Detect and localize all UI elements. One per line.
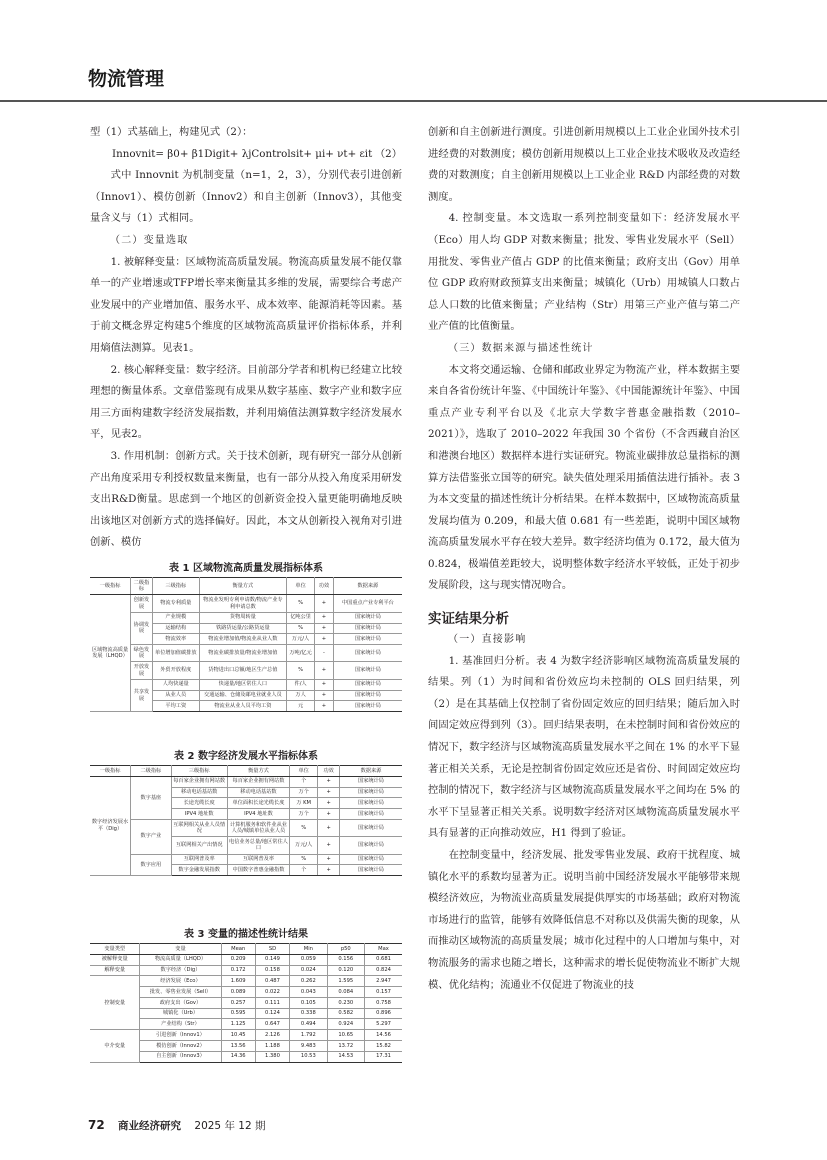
- column-header: SD: [255, 944, 289, 955]
- table-cell: 0.043: [290, 987, 327, 998]
- table-header-row: [90, 578, 402, 595]
- table-cell: 引进创新（Innov1）: [140, 1030, 221, 1041]
- table-cell: 个: [290, 865, 318, 876]
- column-header: 二级指标: [131, 578, 153, 595]
- table-2: [90, 749, 402, 876]
- table-cell: 9.483: [290, 1041, 327, 1052]
- table-cell: +: [318, 819, 340, 836]
- table-row: [90, 612, 402, 623]
- table-cell: 物流效率: [152, 634, 199, 645]
- section-heading: 实证结果分析: [428, 611, 509, 628]
- table-cell: 自主创新（Innov3）: [140, 1051, 221, 1062]
- table-cell: 个: [290, 776, 318, 787]
- table-cell: 单位增加值碳排放: [152, 645, 199, 662]
- table-cell: 亿吨公里: [287, 612, 315, 623]
- table-cell: 1.188: [255, 1041, 289, 1052]
- table-cell: +: [315, 701, 334, 712]
- table-cell: %: [287, 595, 315, 612]
- table-cell: +: [315, 679, 334, 690]
- table-caption: 表 2 数字经济发展水平指标体系: [174, 751, 318, 762]
- column-header: p50: [327, 944, 364, 955]
- table-cell: 运输结构: [152, 623, 199, 634]
- page-number: 72: [88, 1118, 105, 1132]
- table-cell: 从业人员: [152, 690, 199, 701]
- first-level-indicator: 区域物流高质量发展（LHQD）: [90, 595, 131, 712]
- table-cell: 互联网相关产出情况: [171, 837, 227, 854]
- table-cell: 国家统计局: [340, 809, 402, 820]
- table-cell: 0.124: [255, 1008, 289, 1019]
- group-cell: 被解释变量: [90, 954, 140, 965]
- table-cell: 中国数字普惠金融指数: [227, 865, 289, 876]
- issue-label: 2025 年 12 期: [194, 1120, 266, 1132]
- paragraph: 1. 被解释变量：区域物流高质量发展。物流高质量发展不能仅靠单一的产业增速或TFP增长率来衡量其多维的发展，需要综合考虑产业发展中的产业增加值、服务水平、成本效率、能源消耗等因素。基于前文概念界定构建5个维度的区域物流高质量评价指标体系，并利用熵值法测算。见表1。: [90, 255, 402, 354]
- column-header: Max: [365, 944, 402, 955]
- column-header: 二级指标: [131, 766, 172, 777]
- table-cell: 13.56: [221, 1041, 255, 1052]
- table-cell: 国家统计局: [333, 612, 402, 623]
- table-cell: 物流高质量（LHQD）: [140, 954, 221, 965]
- column-header: Mean: [221, 944, 255, 955]
- group-cell: 协调发展: [131, 612, 153, 644]
- table-cell: 万元/人: [287, 634, 315, 645]
- table-cell: 万元/人: [290, 837, 318, 854]
- table-cell: 国家统计局: [333, 645, 402, 662]
- paragraph: 3. 作用机制：创新方式。关于技术创新，现有研究一部分从创新产出角度采用专利授权数量来衡量，也有一部分从投入角度采用研发支出R&D衡量。思虑到一个地区的创新资金投入量更能明确地反映出该地区对创新方式的选择偏好。因此，本文从创新投入视角对引进创新、模仿: [90, 449, 402, 549]
- group-cell: 创新发展: [131, 595, 153, 612]
- table-cell: 电信业务总量/地区常住人口: [227, 837, 289, 854]
- column-header: 三级指标: [152, 578, 199, 595]
- table-1-grid: [90, 577, 402, 712]
- table-cell: 0.059: [290, 954, 327, 965]
- table-cell: 0.024: [290, 965, 327, 976]
- table-cell: 0.487: [255, 976, 289, 987]
- column-header: 一级指标: [90, 578, 131, 595]
- table-cell: 15.82: [365, 1041, 402, 1052]
- table-cell: 产业结构（Str）: [140, 1019, 221, 1030]
- table-cell: 批发、零售业发展（Sell）: [140, 987, 221, 998]
- table-cell: 万 KM: [290, 798, 318, 809]
- subsection-heading: （二）变量选取: [110, 234, 189, 246]
- table-row: [90, 595, 402, 612]
- table-row: [90, 954, 402, 965]
- table-3-grid: [90, 943, 402, 1063]
- table-cell: %: [287, 623, 315, 634]
- table-cell: +: [318, 798, 340, 809]
- table-cell: 国家统计局: [333, 634, 402, 645]
- table-cell: 0.156: [327, 954, 364, 965]
- table-cell: 国家统计局: [340, 787, 402, 798]
- group-cell: 开放发展: [131, 662, 153, 679]
- table-cell: 10.45: [221, 1030, 255, 1041]
- table-cell: +: [318, 854, 340, 865]
- table-cell: +: [318, 865, 340, 876]
- table-cell: 万个: [290, 787, 318, 798]
- paragraph: 创新和自主创新进行测度。引进创新用规模以上工业企业国外技术引进经费的对数测度；模仿创新用规模以上工业企业技术吸收及改造经费的对数测度；自主创新用规模以上工业企业 R&D 内部经费的对数测度。: [428, 126, 740, 203]
- table-cell: 中国重点产业专利平台: [333, 595, 402, 612]
- table-cell: 每百家企业拥有网站数: [227, 776, 289, 787]
- table-row: [90, 965, 402, 976]
- table-cell: 0.158: [255, 965, 289, 976]
- table-cell: +: [318, 837, 340, 854]
- table-cell: 14.36: [221, 1051, 255, 1062]
- left-column: [90, 122, 402, 554]
- table-cell: 0.105: [290, 997, 327, 1008]
- table-cell: 0.084: [327, 987, 364, 998]
- table-cell: 互联网相关从业人员情况: [171, 819, 227, 836]
- table-cell: 国家统计局: [340, 854, 402, 865]
- table-cell: 移动电话基站数: [171, 787, 227, 798]
- table-cell: 计算机服务和软件业从业人员/城镇单位从业人员: [227, 819, 289, 836]
- table-cell: %: [290, 854, 318, 865]
- table-cell: 物流业碳排放量/物流业增加值: [199, 645, 286, 662]
- first-level-indicator: 数字经济发展水平（Dig）: [90, 776, 131, 875]
- table-cell: 每百家企业拥有网站数: [171, 776, 227, 787]
- table-cell: 件/人: [287, 679, 315, 690]
- table-caption: 表 3 变量的描述性统计结果: [184, 929, 308, 940]
- column-header: Min: [290, 944, 327, 955]
- table-cell: 0.924: [327, 1019, 364, 1030]
- table-cell: 国家统计局: [340, 819, 402, 836]
- table-cell: 产业规模: [152, 612, 199, 623]
- table-cell: 互联网普及率: [227, 854, 289, 865]
- table-cell: +: [315, 662, 334, 679]
- group-cell: 数字基座: [131, 776, 172, 819]
- equation-2: [90, 144, 402, 166]
- right-column: [428, 122, 740, 996]
- column-header: 衡量方式: [199, 578, 286, 595]
- table-cell: 0.149: [255, 954, 289, 965]
- table-cell: 移动电话基站数: [227, 787, 289, 798]
- table-cell: -: [315, 645, 334, 662]
- column-header: 功效: [315, 578, 334, 595]
- table-cell: IPV4 地址数: [227, 809, 289, 820]
- table-cell: 2.126: [255, 1030, 289, 1041]
- table-cell: 国家统计局: [333, 623, 402, 634]
- table-cell: 13.72: [327, 1041, 364, 1052]
- table-cell: +: [315, 634, 334, 645]
- column-header: 变量: [140, 944, 221, 955]
- table-cell: 0.022: [255, 987, 289, 998]
- table-cell: 国家统计局: [340, 798, 402, 809]
- table-cell: 长途光缆长度: [171, 798, 227, 809]
- table-caption: 表 1 区域物流高质量发展指标体系: [169, 563, 323, 574]
- table-cell: 14.53: [327, 1051, 364, 1062]
- table-row: [90, 662, 402, 679]
- subsection-heading: （一）直接影响: [448, 634, 527, 646]
- paragraph: 式中 Innovnit 为机制变量（n=1，2，3），分别代表引进创新（Innov1）、模仿创新（Innov2）和自主创新（Innov3），其他变量含义与（1）式相同。: [90, 169, 402, 225]
- table-cell: +: [315, 690, 334, 701]
- paragraph: 2. 核心解释变量：数字经济。目前部分学者和机构已经建立比较理想的衡量体系。文章借鉴现有成果从数字基座、数字产业和数字应用三方面构建数字经济发展指数，并利用熵值法测算数字经济发展水平，见表2。: [90, 363, 402, 441]
- table-cell: 1.380: [255, 1051, 289, 1062]
- paragraph: 1. 基准回归分析。表 4 为数字经济影响区域物流高质量发展的结果。列（1）为时间和省份效应均未控制的 OLS 回归结果，列（2）是在其基础上仅控制了省份固定效应的回归结果；随后加入时间固定效应得到列（3）。回归结果表明，在未控制时间和省份效应的情况下，数字经济与区域物流高质量发展水平之间在 1% 的水平下显著正相关关系，无论是控制省份固定效应还是省份、时间固定效应均控制的情况下，数字经济与区域物流高质量发展水平之间均在 5% 的水平下呈显著正相关关系。说明数字经济对区域物流高质量发展水平具有显著的正向推动效应，H1 得到了验证。: [428, 654, 740, 840]
- group-cell: 解释变量: [90, 965, 140, 976]
- table-cell: 0.494: [290, 1019, 327, 1030]
- table-cell: 单位面积长途光缆长度: [227, 798, 289, 809]
- table-cell: +: [318, 776, 340, 787]
- table-2-grid: [90, 765, 402, 876]
- table-cell: 货物进出口总额/地区生产总值: [199, 662, 286, 679]
- table-cell: 14.56: [365, 1030, 402, 1041]
- table-cell: 外贸开放程度: [152, 662, 199, 679]
- table-cell: 1.609: [221, 976, 255, 987]
- table-3: [90, 927, 402, 1063]
- table-cell: 数字经济（Dig）: [140, 965, 221, 976]
- table-cell: 5.297: [365, 1019, 402, 1030]
- table-cell: 元: [287, 701, 315, 712]
- group-cell: 中介变量: [90, 1030, 140, 1062]
- table-cell: IPV4 地址数: [171, 809, 227, 820]
- column-header: 数据来源: [333, 578, 402, 595]
- table-cell: %: [287, 662, 315, 679]
- table-cell: 0.120: [327, 965, 364, 976]
- column-header: 变量类型: [90, 944, 140, 955]
- column-header: 单位: [287, 578, 315, 595]
- equation-body: Innovnit= β0+ β1Digit+ λjControlsit+ μi+ νt+ εit: [112, 147, 373, 160]
- journal-section-header: 物流管理: [88, 68, 165, 90]
- table-header-row: [90, 766, 402, 777]
- equation-number: （2）: [374, 147, 402, 160]
- table-cell: 0.172: [221, 965, 255, 976]
- table-row: [90, 819, 402, 836]
- table-cell: 0.824: [365, 965, 402, 976]
- table-cell: 0.681: [365, 954, 402, 965]
- table-cell: +: [315, 623, 334, 634]
- table-cell: 经济发展（Eco）: [140, 976, 221, 987]
- table-cell: 快递量/地区常住人口: [199, 679, 286, 690]
- table-cell: 国家统计局: [333, 690, 402, 701]
- table-cell: %: [290, 819, 318, 836]
- table-cell: 人均快递量: [152, 679, 199, 690]
- table-row: [90, 854, 402, 865]
- journal-name: 商业经济研究: [118, 1120, 182, 1132]
- table-cell: 17.31: [365, 1051, 402, 1062]
- table-cell: 0.647: [255, 1019, 289, 1030]
- table-cell: 1.792: [290, 1030, 327, 1041]
- table-cell: 交通运输、仓储及邮电业就业人员: [199, 690, 286, 701]
- paragraph: 型（1）式基础上，构建见式（2）：: [90, 126, 253, 138]
- table-cell: 10.53: [290, 1051, 327, 1062]
- paragraph: 本文将交通运输、仓储和邮政业界定为物流产业，样本数据主要来自各省份统计年鉴、《中国统计年鉴》、《中国能源统计年鉴》、中国重点产业专利平台以及《北京大学数字普惠金融指数（2010–2021）》，选取了 2010–2022 年我国 30 个省份（不含西藏自治区和港澳台地区）数据样本进行实证研究。物流业碳排放总量指标的测算方法借鉴张立国等的研究。缺失值处理采用插值法进行插补。表 3 为本文变量的描述性统计分析结果。在样本数据中，区域物流高质量发展均值为 0.209，和最大值 0.681 有一些差距，说明中国区域物流高质量发展水平存在较大差异。数字经济均值为 0.172，最大值为 0.824，极端值差距较大，说明整体数字经济水平较低，正处于初步发展阶段，这与现实情况吻合。: [428, 363, 740, 592]
- table-cell: 物流业增加值/物流业从业人数: [199, 634, 286, 645]
- table-cell: 0.582: [327, 1008, 364, 1019]
- table-cell: 10.65: [327, 1030, 364, 1041]
- table-cell: +: [318, 809, 340, 820]
- table-cell: 2.947: [365, 976, 402, 987]
- table-cell: 国家统计局: [340, 865, 402, 876]
- table-cell: 0.896: [365, 1008, 402, 1019]
- table-cell: 数字金融发展指数: [171, 865, 227, 876]
- table-cell: 万人: [287, 690, 315, 701]
- table-cell: 0.089: [221, 987, 255, 998]
- subsection-heading: （三）数据来源与描述性统计: [448, 342, 594, 354]
- table-cell: 模仿创新（Innov2）: [140, 1041, 221, 1052]
- table-cell: 0.758: [365, 997, 402, 1008]
- table-cell: 1.125: [221, 1019, 255, 1030]
- table-cell: 0.262: [290, 976, 327, 987]
- table-cell: 0.209: [221, 954, 255, 965]
- table-cell: 物流专利质量: [152, 595, 199, 612]
- page-footer: [88, 1118, 266, 1133]
- header-rule: [0, 100, 827, 102]
- table-cell: 0.230: [327, 997, 364, 1008]
- paragraph: 4. 控制变量。本文选取一系列控制变量如下：经济发展水平（Eco）用人均 GDP 对数来衡量；批发、零售业发展水平（Sell）用批发、零售业产值占 GDP 的比值来衡量；政府支出（Gov）用单位 GDP 政府财政预算支出来衡量；城镇化（Urb）用城镇人口数占总人口数的比值来衡量；产业结构（Str）用第三产业产值与第二产业产值的比值衡量。: [428, 212, 740, 333]
- table-row: [90, 1030, 402, 1041]
- paragraph: 在控制变量中，经济发展、批发零售业发展、政府干扰程度、城镇化水平的系数均显著为正。说明当前中国经济发展水平能够带来规模经济效应，为物流业高质量发展提供厚实的市场基础；政府对物流市场进行的监管，能够有效降低信息不对称以及供需失衡的现象，从而推动区域物流的高质量发展；城市化过程中的人口增加与集中，对物流服务的需求也随之增长，这种需求的增长促使物流业不断扩大规模、优化结构；流通业不仅促进了物流业的技: [428, 849, 740, 991]
- table-cell: 物流业发明专利申请数/物流产业专利申请总数: [199, 595, 286, 612]
- group-cell: 绿色发展: [131, 645, 153, 662]
- table-row: [90, 976, 402, 987]
- column-header: 衡量方式: [227, 766, 289, 777]
- table-row: [90, 776, 402, 787]
- column-header: 功效: [318, 766, 340, 777]
- group-cell: 数字产业: [131, 819, 172, 854]
- table-cell: +: [315, 612, 334, 623]
- table-cell: 0.111: [255, 997, 289, 1008]
- table-cell: +: [315, 595, 334, 612]
- table-row: [90, 645, 402, 662]
- group-cell: 控制变量: [90, 976, 140, 1030]
- table-row: [90, 679, 402, 690]
- group-cell: 共享发展: [131, 679, 153, 711]
- table-cell: 平均工资: [152, 701, 199, 712]
- table-cell: 0.157: [365, 987, 402, 998]
- table-cell: 国家统计局: [340, 776, 402, 787]
- column-header: 一级指标: [90, 766, 131, 777]
- table-cell: 国家统计局: [333, 701, 402, 712]
- table-cell: 0.595: [221, 1008, 255, 1019]
- table-1: [90, 561, 402, 712]
- table-cell: 铁路货运量/公路货运量: [199, 623, 286, 634]
- group-cell: 数字应用: [131, 854, 172, 876]
- table-cell: 国家统计局: [333, 679, 402, 690]
- table-cell: 国家统计局: [340, 837, 402, 854]
- table-cell: 0.338: [290, 1008, 327, 1019]
- table-cell: 互联网普及率: [171, 854, 227, 865]
- column-header: 数据来源: [340, 766, 402, 777]
- table-cell: +: [318, 787, 340, 798]
- table-cell: 国家统计局: [333, 662, 402, 679]
- table-cell: 城镇化（Urb）: [140, 1008, 221, 1019]
- table-cell: 万吨/亿元: [287, 645, 315, 662]
- table-cell: 万个: [290, 809, 318, 820]
- column-header: 单位: [290, 766, 318, 777]
- table-header-row: [90, 944, 402, 955]
- table-cell: 物流业从业人员平均工资: [199, 701, 286, 712]
- table-cell: 政府支出（Gov）: [140, 997, 221, 1008]
- table-cell: 1.595: [327, 976, 364, 987]
- table-cell: 货物周转量: [199, 612, 286, 623]
- column-header: 三级指标: [171, 766, 227, 777]
- table-cell: 0.257: [221, 997, 255, 1008]
